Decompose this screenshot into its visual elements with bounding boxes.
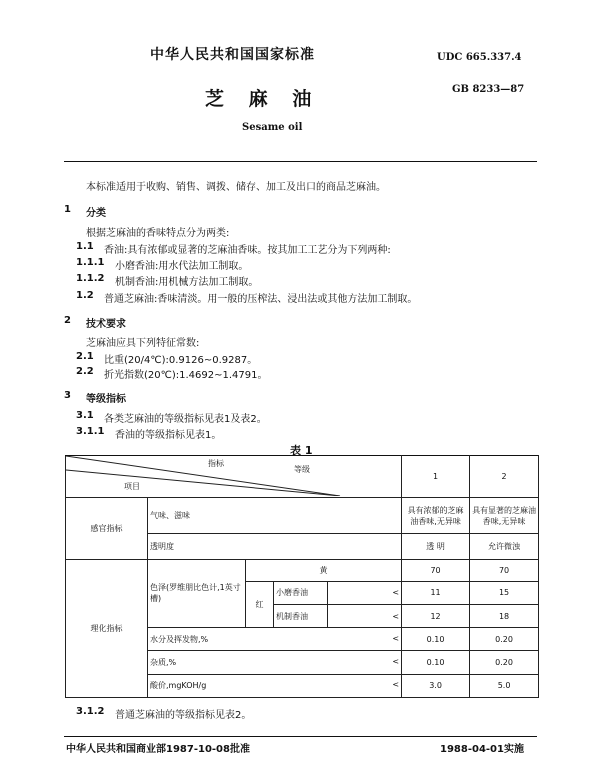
small-mill-label: 小磨香油 — [274, 581, 328, 604]
table-row — [66, 498, 539, 534]
grade-indicator-table — [65, 455, 539, 698]
clause-2-1-text: 比重(20/4℃):0.9126~0.9287。 — [104, 355, 258, 366]
grade-1-header: 1 — [402, 456, 470, 498]
moisture-label-cell — [148, 628, 402, 651]
impurity-label-cell — [148, 651, 402, 674]
section-3-number: 3 — [64, 390, 71, 401]
corner-indicator-label: 指标 — [208, 459, 224, 468]
machine-lt: < — [328, 604, 402, 627]
udc-code: UDC 665.337.4 — [437, 52, 522, 63]
odor-label: 气味、滋味 — [148, 498, 402, 534]
color-label: 色泽(罗维朋比色计,1英寸槽) — [148, 559, 246, 628]
clause-1-2-number: 1.2 — [76, 290, 94, 301]
implementation-date: 1988-04-01实施 — [440, 744, 524, 755]
yellow-grade-1: 70 — [402, 559, 470, 581]
odor-grade-1: 具有浓郁的芝麻油香味,无异味 — [402, 498, 470, 534]
corner-diagonal-1 — [66, 456, 340, 496]
header-divider — [64, 161, 537, 162]
issuing-authority: 中华人民共和国国家标准 — [150, 47, 315, 63]
small-mill-lt: < — [328, 581, 402, 604]
acid-lt: < — [392, 680, 400, 690]
moisture-grade-1: 0.10 — [402, 628, 470, 651]
clause-2-2-number: 2.2 — [76, 366, 94, 377]
clause-3-1-text: 各类芝麻油的等级指标见表1及表2。 — [104, 414, 267, 425]
machine-grade-1: 12 — [402, 604, 470, 627]
table-caption: 表 1 — [290, 444, 313, 457]
clause-1-1-number: 1.1 — [76, 241, 94, 252]
corner-diagonals — [66, 456, 401, 496]
clause-1-1-2-text: 机制香油:用机械方法加工制取。 — [115, 277, 259, 288]
acid-label: 酸价,mgKOH/g — [150, 681, 207, 691]
moisture-grade-2: 0.20 — [470, 628, 539, 651]
impurity-grade-2: 0.20 — [470, 651, 539, 674]
impurity-grade-1: 0.10 — [402, 651, 470, 674]
clarity-label: 透明度 — [148, 534, 402, 559]
section-2-intro: 芝麻油应具下列特征常数: — [86, 338, 200, 349]
clause-2-1-number: 2.1 — [76, 351, 94, 362]
moisture-label: 水分及挥发物,% — [150, 634, 209, 644]
red-label: 红 — [246, 581, 274, 627]
section-1-title: 分类 — [86, 208, 106, 219]
impurity-label: 杂质,% — [150, 658, 177, 668]
grade-2-header: 2 — [470, 456, 539, 498]
clause-3-1-number: 3.1 — [76, 410, 94, 421]
english-title: Sesame oil — [242, 122, 303, 133]
clause-3-1-1-number: 3.1.1 — [76, 426, 105, 437]
acid-grade-1: 3.0 — [402, 674, 470, 697]
section-2-number: 2 — [64, 315, 71, 326]
clause-3-1-2-number: 3.1.2 — [76, 706, 105, 717]
clause-1-1-2-number: 1.1.2 — [76, 273, 105, 284]
table-header-row — [66, 456, 539, 498]
physchem-category: 理化指标 — [66, 559, 148, 697]
clause-1-1-1-number: 1.1.1 — [76, 257, 105, 268]
yellow-label: 黄 — [246, 559, 402, 581]
clarity-grade-1: 透 明 — [402, 534, 470, 559]
impurity-lt: < — [392, 657, 400, 667]
clause-1-2-text: 普通芝麻油:香味清淡。用一般的压榨法、浸出法或其他方法加工制取。 — [104, 294, 418, 305]
small-mill-grade-1: 11 — [402, 581, 470, 604]
standard-number: GB 8233—87 — [452, 84, 525, 95]
clause-1-1-1-text: 小磨香油:用水代法加工制取。 — [115, 261, 249, 272]
clause-1-1-text: 香油:具有浓郁或显著的芝麻油香味。按其加工工艺分为下列两种: — [104, 245, 391, 256]
section-3-title: 等级指标 — [86, 394, 126, 405]
clause-3-1-1-text: 香油的等级指标见表1。 — [115, 430, 222, 441]
section-1-number: 1 — [64, 204, 71, 215]
clause-2-2-text: 折光指数(20℃):1.4692~1.4791。 — [104, 370, 268, 381]
odor-grade-2: 具有显著的芝麻油香味,无异味 — [470, 498, 539, 534]
machine-label: 机制香油 — [274, 604, 328, 627]
machine-grade-2: 18 — [470, 604, 539, 627]
corner-item-label: 项目 — [124, 482, 140, 491]
small-mill-grade-2: 15 — [470, 581, 539, 604]
section-2-title: 技术要求 — [86, 319, 126, 330]
section-1-intro: 根据芝麻油的香味特点分为两类: — [86, 228, 230, 239]
footer-divider — [64, 736, 537, 737]
moisture-lt: < — [392, 633, 400, 643]
table-corner-cell — [66, 456, 402, 498]
clause-3-1-2-text: 普通芝麻油的等级指标见表2。 — [115, 710, 252, 721]
table-row — [66, 559, 539, 581]
scope-paragraph: 本标准适用于收购、销售、调拨、储存、加工及出口的商品芝麻油。 — [86, 182, 386, 193]
clarity-grade-2: 允许微浊 — [470, 534, 539, 559]
acid-label-cell — [148, 674, 402, 697]
acid-grade-2: 5.0 — [470, 674, 539, 697]
document-title: 芝 麻 油 — [205, 88, 321, 110]
yellow-grade-2: 70 — [470, 559, 539, 581]
approval-line: 中华人民共和国商业部1987-10-08批准 — [66, 744, 250, 755]
sensory-category: 感官指标 — [66, 498, 148, 559]
corner-grade-label: 等级 — [294, 465, 310, 474]
